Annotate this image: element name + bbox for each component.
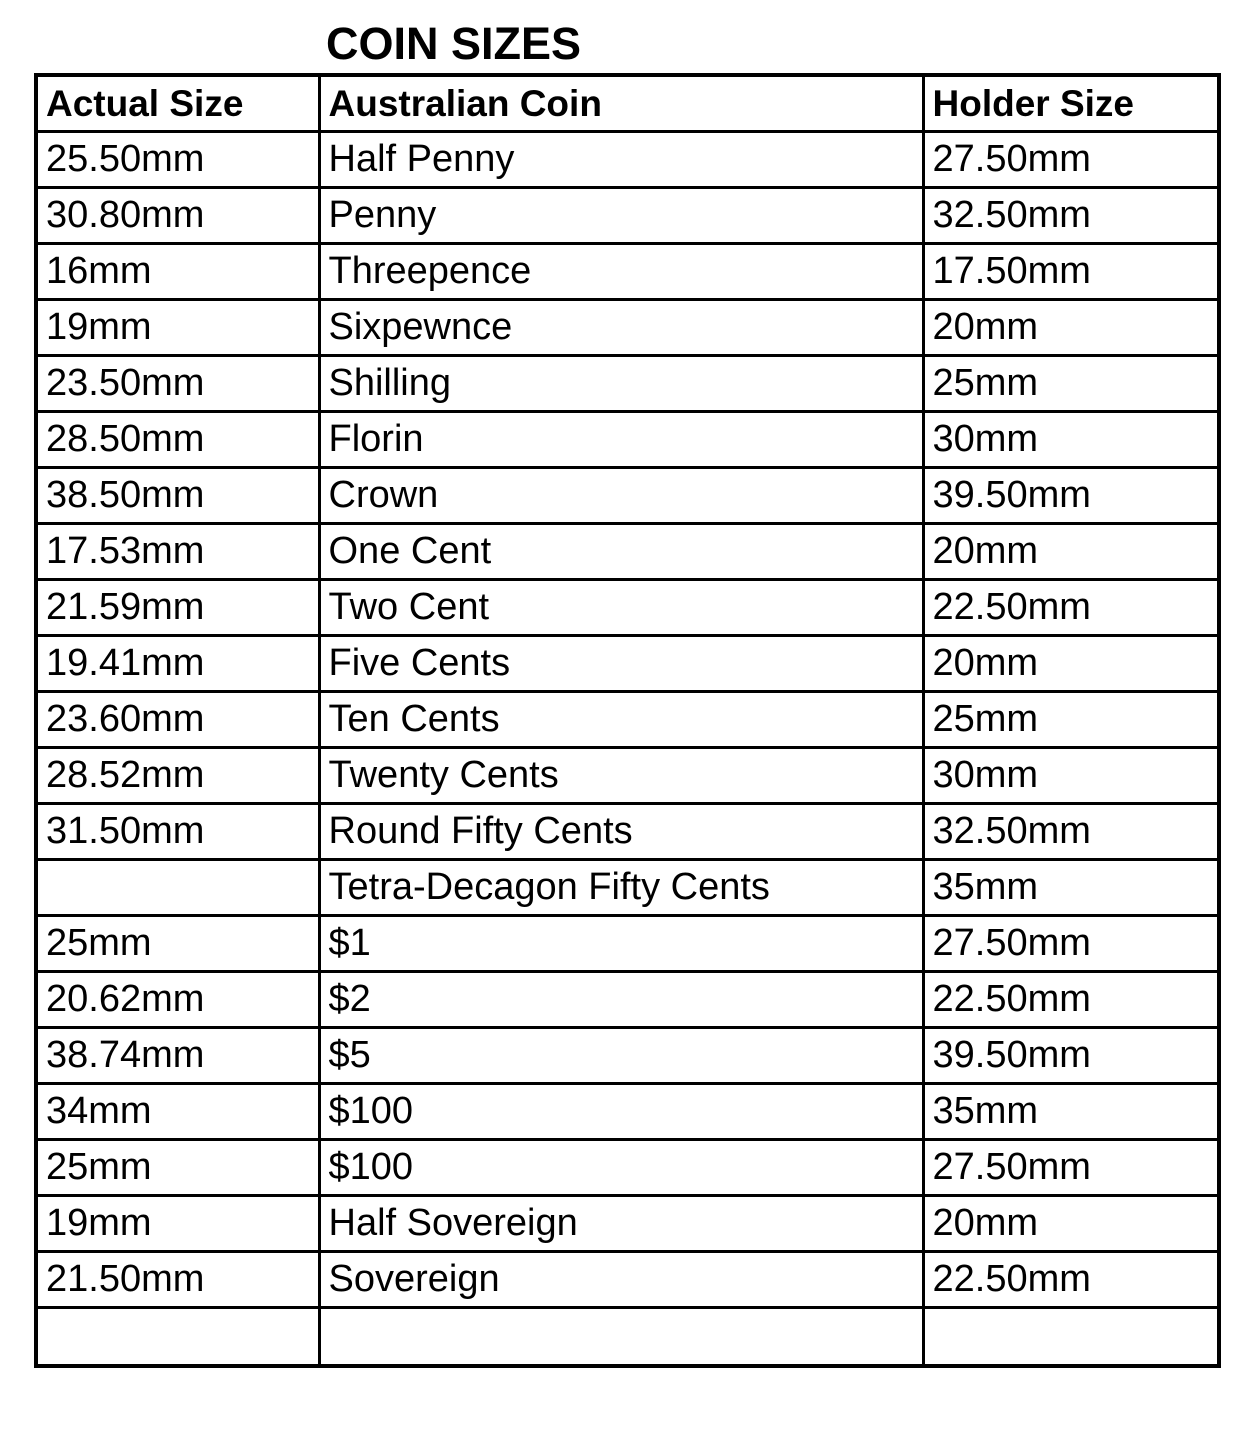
actual-size-cell: 25mm xyxy=(36,916,319,972)
holder-size-cell: 32.50mm xyxy=(923,804,1219,860)
coin-sizes-table xyxy=(34,73,1221,1368)
table-row xyxy=(36,412,1219,468)
table-row xyxy=(36,1196,1219,1252)
actual-size-cell: 38.50mm xyxy=(36,468,319,524)
table-row xyxy=(36,1252,1219,1308)
actual-size-cell xyxy=(36,1308,319,1367)
holder-size-cell: 20mm xyxy=(923,300,1219,356)
holder-size-cell: 32.50mm xyxy=(923,188,1219,244)
holder-size-cell: 27.50mm xyxy=(923,916,1219,972)
table-row xyxy=(36,188,1219,244)
coin-name-cell: Twenty Cents xyxy=(319,748,923,804)
table-row xyxy=(36,1084,1219,1140)
actual-size-cell: 21.50mm xyxy=(36,1252,319,1308)
table-row xyxy=(36,860,1219,916)
coin-name-cell: Florin xyxy=(319,412,923,468)
actual-size-cell: 28.52mm xyxy=(36,748,319,804)
table-row xyxy=(36,636,1219,692)
holder-size-cell: 25mm xyxy=(923,356,1219,412)
actual-size-cell: 19mm xyxy=(36,1196,319,1252)
coin-name-cell: Crown xyxy=(319,468,923,524)
table-row xyxy=(36,468,1219,524)
table-row-empty xyxy=(36,1308,1219,1367)
header-holder-size: Holder Size xyxy=(923,75,1219,132)
header-actual-size: Actual Size xyxy=(36,75,319,132)
table-row xyxy=(36,580,1219,636)
actual-size-cell: 16mm xyxy=(36,244,319,300)
table-row xyxy=(36,1028,1219,1084)
actual-size-cell: 31.50mm xyxy=(36,804,319,860)
holder-size-cell: 27.50mm xyxy=(923,1140,1219,1196)
coin-name-cell: Five Cents xyxy=(319,636,923,692)
holder-size-cell xyxy=(923,1308,1219,1367)
actual-size-cell xyxy=(36,860,319,916)
holder-size-cell: 27.50mm xyxy=(923,132,1219,188)
coin-name-cell: $5 xyxy=(319,1028,923,1084)
actual-size-cell: 28.50mm xyxy=(36,412,319,468)
table-row xyxy=(36,356,1219,412)
coin-name-cell: $1 xyxy=(319,916,923,972)
coin-name-cell: Shilling xyxy=(319,356,923,412)
table-row xyxy=(36,132,1219,188)
coin-name-cell: $100 xyxy=(319,1140,923,1196)
table-row xyxy=(36,692,1219,748)
holder-size-cell: 39.50mm xyxy=(923,1028,1219,1084)
actual-size-cell: 19mm xyxy=(36,300,319,356)
coin-name-cell: Two Cent xyxy=(319,580,923,636)
actual-size-cell: 38.74mm xyxy=(36,1028,319,1084)
coin-name-cell: Tetra-Decagon Fifty Cents xyxy=(319,860,923,916)
holder-size-cell: 20mm xyxy=(923,524,1219,580)
actual-size-cell: 20.62mm xyxy=(36,972,319,1028)
header-australian-coin: Australian Coin xyxy=(319,75,923,132)
table-row xyxy=(36,300,1219,356)
page-title: COIN SIZES xyxy=(326,18,582,69)
holder-size-cell: 22.50mm xyxy=(923,1252,1219,1308)
coin-name-cell: $100 xyxy=(319,1084,923,1140)
table-row xyxy=(36,972,1219,1028)
holder-size-cell: 20mm xyxy=(923,1196,1219,1252)
coin-name-cell: Half Penny xyxy=(319,132,923,188)
coin-name-cell: Penny xyxy=(319,188,923,244)
actual-size-cell: 25mm xyxy=(36,1140,319,1196)
coin-name-cell: Threepence xyxy=(319,244,923,300)
coin-name-cell: Sixpewnce xyxy=(319,300,923,356)
actual-size-cell: 23.60mm xyxy=(36,692,319,748)
coin-name-cell: Round Fifty Cents xyxy=(319,804,923,860)
holder-size-cell: 35mm xyxy=(923,860,1219,916)
actual-size-cell: 34mm xyxy=(36,1084,319,1140)
table-row xyxy=(36,748,1219,804)
holder-size-cell: 20mm xyxy=(923,636,1219,692)
coin-name-cell: $2 xyxy=(319,972,923,1028)
holder-size-cell: 22.50mm xyxy=(923,580,1219,636)
actual-size-cell: 25.50mm xyxy=(36,132,319,188)
table-row xyxy=(36,524,1219,580)
table-row xyxy=(36,1140,1219,1196)
table-row xyxy=(36,916,1219,972)
holder-size-cell: 22.50mm xyxy=(923,972,1219,1028)
table-row xyxy=(36,244,1219,300)
holder-size-cell: 25mm xyxy=(923,692,1219,748)
coin-name-cell: One Cent xyxy=(319,524,923,580)
holder-size-cell: 30mm xyxy=(923,412,1219,468)
table-header-row xyxy=(36,75,1219,132)
actual-size-cell: 23.50mm xyxy=(36,356,319,412)
holder-size-cell: 39.50mm xyxy=(923,468,1219,524)
actual-size-cell: 30.80mm xyxy=(36,188,319,244)
coin-name-cell: Sovereign xyxy=(319,1252,923,1308)
actual-size-cell: 21.59mm xyxy=(36,580,319,636)
table-row xyxy=(36,804,1219,860)
coin-name-cell: Half Sovereign xyxy=(319,1196,923,1252)
actual-size-cell: 17.53mm xyxy=(36,524,319,580)
coin-name-cell: Ten Cents xyxy=(319,692,923,748)
holder-size-cell: 35mm xyxy=(923,1084,1219,1140)
holder-size-cell: 17.50mm xyxy=(923,244,1219,300)
coin-name-cell xyxy=(319,1308,923,1367)
holder-size-cell: 30mm xyxy=(923,748,1219,804)
actual-size-cell: 19.41mm xyxy=(36,636,319,692)
